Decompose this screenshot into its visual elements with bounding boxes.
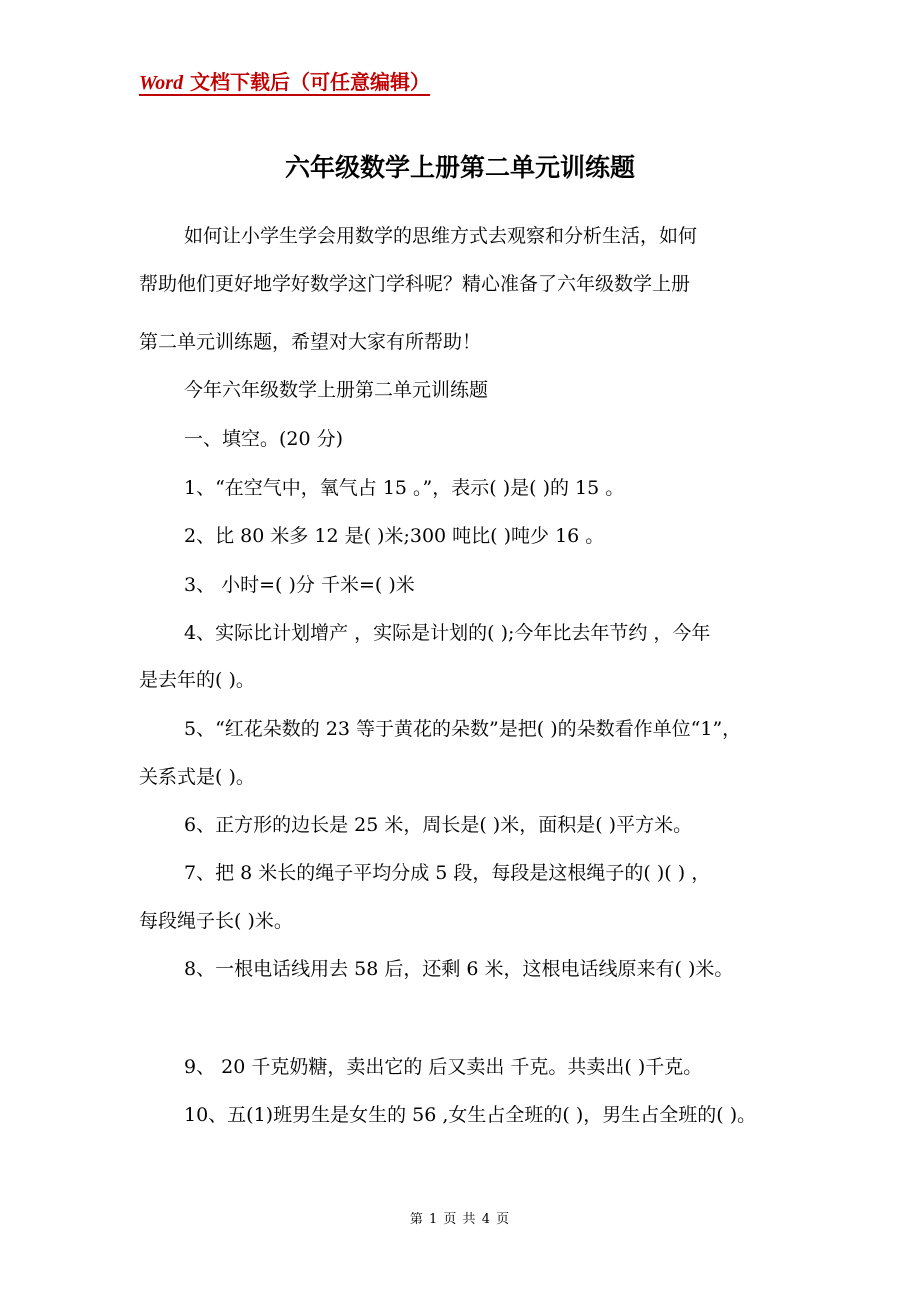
question-10: 10、五(1)班男生是女生的 56 ,女生占全班的( )，男生占全班的( )。 (184, 1104, 757, 1126)
question-4-line-2: 是去年的( )。 (139, 669, 255, 691)
header-word-text: Word (139, 72, 184, 94)
header-rest-text: 文档下载后（可任意编辑） (183, 70, 431, 94)
question-4-line-1: 4、实际比计划增产 ，实际是计划的( );今年比去年节约 ，今年 (184, 622, 711, 644)
question-7-line-1: 7、把 8 米长的绳子平均分成 5 段，每段是这根绳子的( )( ) ， (184, 862, 711, 884)
intro-line-2: 帮助他们更好地学好数学这门学科呢？精心准备了六年级数学上册 (139, 273, 691, 295)
question-6: 6、正方形的边长是 25 米，周长是( )米，面积是( )平方米。 (184, 814, 693, 836)
question-9: 9、 20 千克奶糖，卖出它的 后又卖出 千克。共卖出( )千克。 (184, 1056, 703, 1078)
question-8: 8、一根电话线用去 58 后，还剩 6 米，这根电话线原来有( )米。 (184, 958, 734, 980)
page-footer: 第 1 页 共 4 页 (409, 1212, 511, 1227)
document-title: 六年级数学上册第二单元训练题 (284, 153, 635, 182)
question-3: 3、 小时=( )分 千米=( )米 (184, 574, 415, 596)
question-7-line-2: 每段绳子长( )米。 (139, 910, 293, 932)
section-heading: 一、填空。(20 分) (184, 428, 344, 450)
subtitle: 今年六年级数学上册第二单元训练题 (184, 379, 489, 401)
question-2: 2、比 80 米多 12 是( )米;300 吨比( )吨少 16 。 (184, 525, 605, 547)
question-5-line-1: 5、“红花朵数的 23 等于黄花的朵数”是把( )的朵数看作单位“1”， (184, 718, 742, 740)
intro-line-3: 第二单元训练题，希望对大家有所帮助！ (139, 331, 482, 353)
question-1: 1、“在空气中，氧气占 15 。”，表示( )是( )的 15 。 (184, 477, 625, 499)
header-download-link[interactable] (139, 66, 430, 95)
intro-line-1: 如何让小学生学会用数学的思维方式去观察和分析生活，如何 (184, 225, 698, 247)
question-5-line-2: 关系式是( )。 (139, 766, 255, 788)
